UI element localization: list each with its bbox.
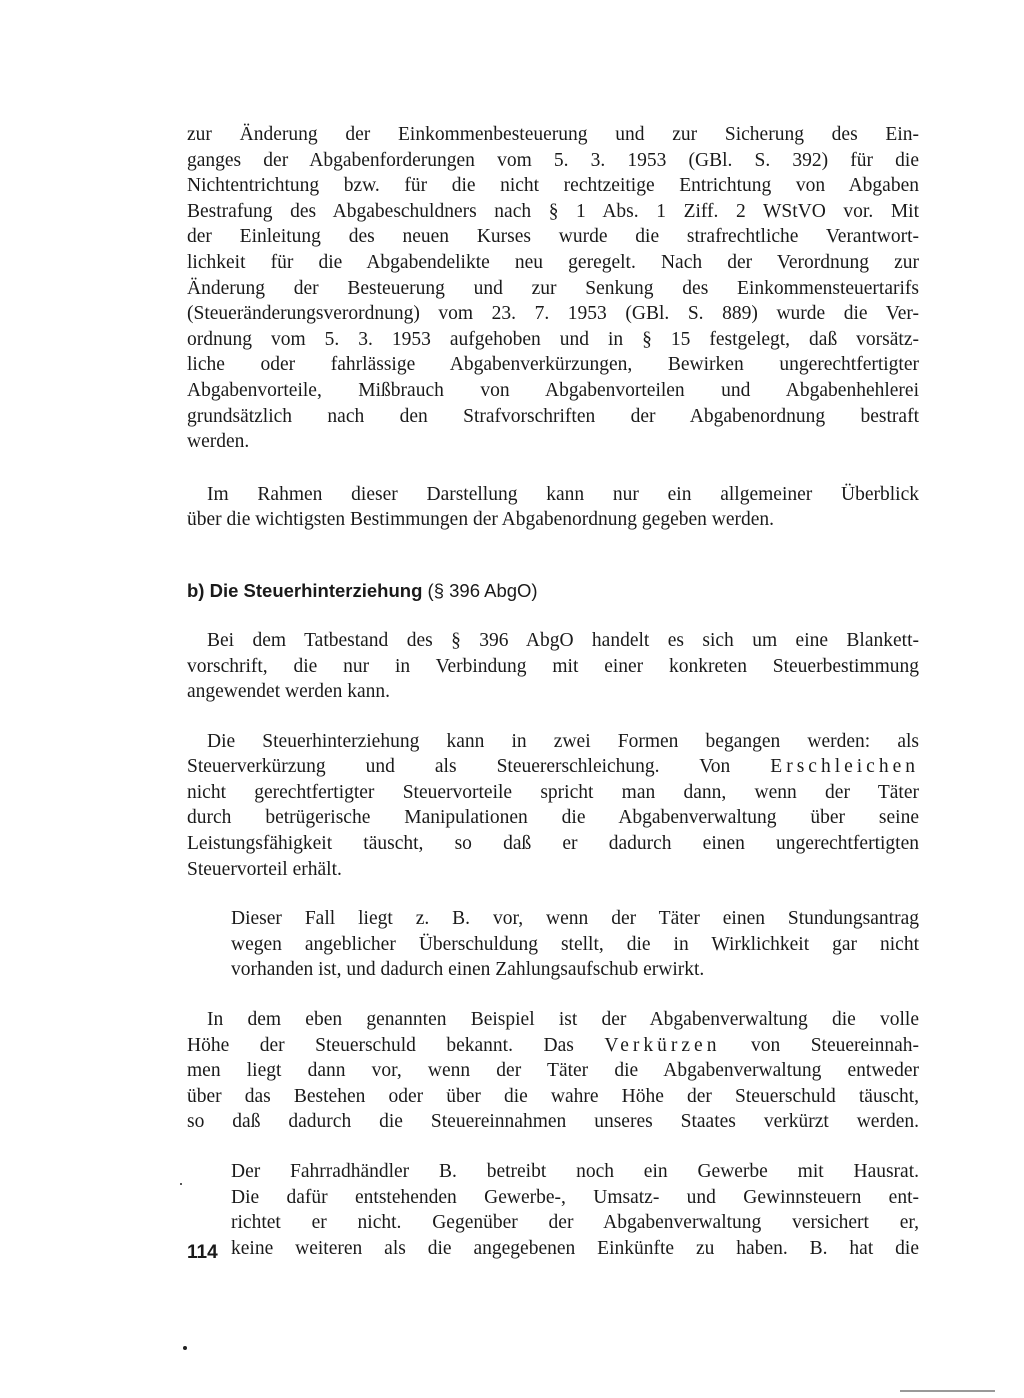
text-line: Bei dem Tatbestand des § 396 AbgO handelt es sich um eine Blankett-: [207, 629, 919, 651]
text-line: [187, 754, 919, 780]
text-line: ordnung vom 5. 3. 1953 aufgehoben und in § 15 festgelegt, daß vorsätz-: [187, 328, 919, 350]
text-line: Im Rahmen dieser Darstellung kann nur ein allgemeiner Überblick: [207, 483, 919, 505]
page-body: [187, 122, 919, 1261]
section-heading-title: b) Die Steuerhinterziehung: [187, 579, 423, 601]
text-line: Abgabenvorteile, Mißbrauch von Abgabenvorteilen und Abgabenhehlerei: [187, 379, 919, 401]
text-line: Leistungsfähigkeit täuscht, so daß er dadurch einen ungerechtfertigten: [187, 833, 919, 855]
text-line: grundsätzlich nach den Strafvorschriften der Abgabenordnung bestraft: [187, 405, 919, 427]
text-line: angewendet werden kann.: [187, 681, 391, 703]
text-line: Nichtentrichtung bzw. für die nicht rechtzeitige Entrichtung von Abgaben: [187, 175, 919, 197]
text-line: (Steueränderungsverordnung) vom 23. 7. 1953 (GBl. S. 889) wurde die Ver-: [187, 303, 919, 325]
text-line: durch betrügerische Manipulationen die Abgabenverwaltung über seine: [187, 807, 919, 829]
section-heading-reference: (§ 396 AbgO): [422, 579, 538, 601]
section-heading: [187, 578, 919, 604]
text-line: In dem eben genannten Beispiel ist der Abgabenverwaltung die volle: [207, 1009, 919, 1031]
text-line: lichkeit für die Abgabendelikte neu geregelt. Nach der Verordnung zur: [187, 251, 919, 273]
text-line: ganges der Abgabenforderungen vom 5. 3. 1953 (GBl. S. 392) für die: [187, 149, 919, 171]
text-line: Dieser Fall liegt z. B. vor, wenn der Täter einen Stundungsantrag: [231, 908, 919, 930]
text-line: keine weiteren als die angegebenen Einkünfte zu haben. B. hat die: [231, 1237, 919, 1259]
text-line: [187, 1033, 919, 1059]
text-line: nicht gerechtfertigter Steuervorteile spricht man dann, wenn der Täter: [187, 781, 919, 803]
text-line: Steuervorteil erhält.: [187, 858, 342, 880]
text-line: Änderung der Besteuerung und zur Senkung des Einkommensteuertarifs: [187, 277, 919, 299]
example-1: [231, 906, 919, 983]
text-line: vorschrift, die nur in Verbindung mit einer konkreten Steuerbestimmung: [187, 655, 919, 677]
text-line: über die wichtigsten Bestimmungen der Abgabenordnung gegeben werden.: [187, 509, 775, 531]
page-number: 114: [187, 1242, 218, 1263]
scan-speck-mark: [183, 1346, 187, 1350]
text-fragment: Höhe der Steuerschuld bekannt. Das: [187, 1034, 605, 1056]
text-line: wegen angeblicher Überschuldung stellt, die in Wirklichkeit gar nicht: [231, 933, 919, 955]
paragraph-2: [187, 482, 919, 533]
text-line: richtet er nicht. Gegenüber der Abgabenverwaltung versichert er,: [231, 1212, 919, 1234]
text-fragment: von Steuereinnah-: [720, 1034, 919, 1056]
example-2: [231, 1159, 919, 1261]
paragraph-3: [187, 628, 919, 705]
text-line: Der Fahrradhändler B. betreibt noch ein Gewerbe mit Hausrat.: [231, 1161, 919, 1182]
paragraph-4: [187, 729, 919, 883]
text-line: liche oder fahrlässige Abgabenverkürzungen, Bewirken ungerechtfertigter: [187, 354, 919, 376]
text-line: vorhanden ist, und dadurch einen Zahlungsaufschub erwirkt.: [231, 959, 705, 981]
text-fragment: Steuerverkürzung und als Steuererschleichung. Von: [187, 756, 771, 778]
text-line: der Einleitung des neuen Kurses wurde die strafrechtliche Verantwort-: [187, 226, 919, 248]
text-line: men liegt dann vor, wenn der Täter die Abgabenverwaltung entweder: [187, 1060, 919, 1082]
text-line: zur Änderung der Einkommenbesteuerung und zur Sicherung des Ein-: [187, 124, 919, 145]
text-line: so daß dadurch die Steuereinnahmen unseres Staates verkürzt werden.: [187, 1111, 919, 1133]
text-line: Die Steuerhinterziehung kann in zwei Formen begangen werden: als: [207, 730, 919, 752]
text-line: Die dafür entstehenden Gewerbe-, Umsatz- und Gewinnsteuern ent-: [231, 1186, 919, 1208]
text-line: über das Bestehen oder über die wahre Höhe der Steuerschuld täuscht,: [187, 1085, 919, 1107]
text-line: Bestrafung des Abgabeschuldners nach § 1 Abs. 1 Ziff. 2 WStVO vor. Mit: [187, 200, 919, 222]
emphasis-spaced: Erschleichen: [770, 756, 919, 778]
emphasis-spaced: Verkürzen: [604, 1034, 721, 1056]
paragraph-5: [187, 1007, 919, 1135]
scan-edge-mark: [900, 1390, 995, 1392]
scan-speck-mark: [180, 1183, 182, 1185]
text-line: werden.: [187, 431, 250, 453]
paragraph-1: [187, 122, 919, 455]
